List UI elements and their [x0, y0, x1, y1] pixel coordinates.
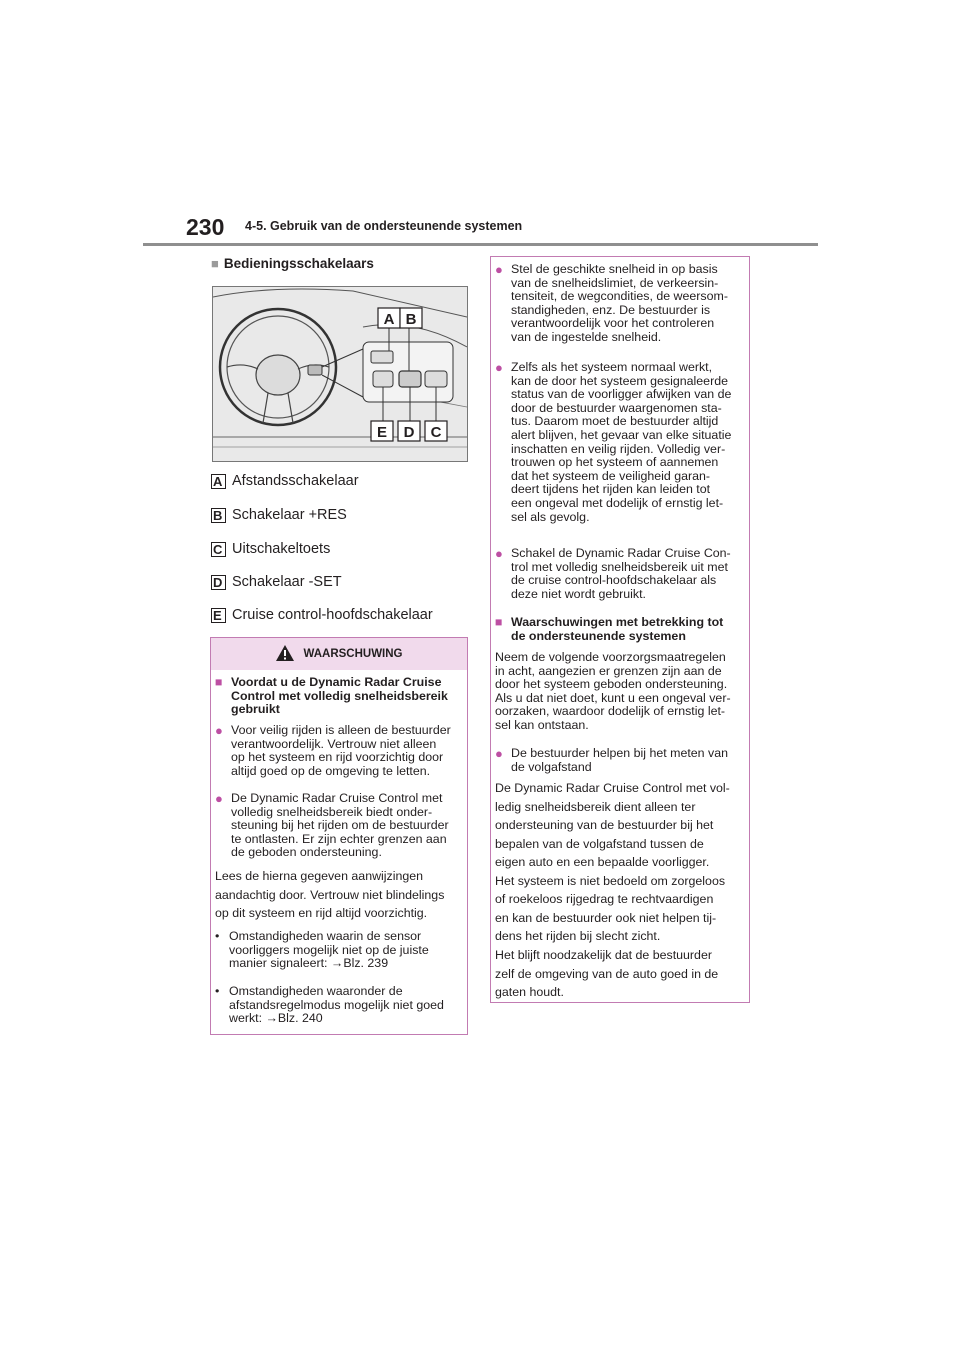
- text-line: bepalen van de volgafstand tussen de: [495, 836, 704, 851]
- legend-row-d: [211, 574, 342, 590]
- text-line: werkt: →Blz. 240: [229, 1011, 323, 1026]
- text-line: de geboden ondersteuning.: [231, 845, 382, 860]
- text-line: door de bestuurder waargenomen sta-: [511, 400, 722, 415]
- text-line: een ongeval met dodelijk of ernstig let-: [511, 495, 724, 510]
- text-line: dat het systeem de veiligheid garan-: [511, 468, 711, 483]
- right-subheading: [495, 616, 749, 643]
- text-line: ledig snelheidsbereik dient alleen ter: [495, 799, 696, 814]
- right-bullet-1: [495, 263, 749, 345]
- warning-triangle-icon: [275, 644, 295, 665]
- controls-heading: [211, 256, 374, 272]
- text-line: sel als gevolg.: [511, 509, 590, 524]
- warning-header: [211, 638, 467, 670]
- text-line: Lees de hierna gegeven aanwijzingen: [215, 869, 424, 883]
- dash-bullet-icon: •: [215, 929, 220, 943]
- callout-b: B: [405, 311, 417, 328]
- text-line: door het systeem geboden ondersteuning.: [495, 677, 728, 692]
- text-line: op het systeem en rijd voorzichtig door: [231, 750, 444, 765]
- text-line: Waarschuwingen met betrekking tot: [511, 615, 724, 629]
- legend-label-d: Schakelaar -SET: [232, 574, 342, 590]
- text-line: sel kan ontstaan.: [495, 717, 589, 732]
- page-number: 230: [186, 214, 225, 240]
- text-line: Zelfs als het systeem normaal werkt,: [511, 360, 713, 374]
- text-line: standigheden, enz. De bestuurder is: [511, 302, 711, 317]
- callout-a: A: [383, 311, 395, 328]
- text-line: van de snelheidslimiet, de verkeersin-: [511, 275, 719, 290]
- bullet-dot-icon: ●: [215, 791, 223, 806]
- text-line: tensiteit, de wegcondities, de weersom-: [511, 289, 728, 304]
- text-line: de cruise control-hoofdschakelaar als: [511, 573, 717, 588]
- text-line: Het systeem is niet bedoeld om zorgeloos: [495, 873, 726, 888]
- text-line: tus. Daarom moet de bestuurder altijd: [511, 414, 719, 429]
- square-bullet-icon: ■: [211, 256, 219, 271]
- text-line: in acht, aangezien er grenzen zijn aan de: [495, 663, 722, 678]
- square-bullet-icon: ■: [495, 615, 503, 629]
- legend-key-e: E: [211, 608, 226, 623]
- text-line: status van de voorligger afwijken van de: [511, 387, 732, 402]
- warning-bullet-1: [215, 724, 467, 778]
- bullet-dot-icon: ●: [215, 723, 223, 738]
- text-line: manier signaleert: →Blz. 239: [229, 956, 389, 971]
- square-bullet-icon: ■: [215, 675, 223, 689]
- warning-box: [210, 637, 468, 1035]
- text-line: deze niet wordt gebruikt.: [511, 586, 646, 601]
- legend-key-b: B: [211, 508, 226, 523]
- warning-subheading: [215, 676, 465, 717]
- steering-wheel-illustration: [213, 287, 467, 461]
- text-line: Stel de geschikte snelheid in op basis: [511, 262, 718, 276]
- right-paragraph-1: [495, 651, 749, 733]
- steering-wheel-figure: [212, 286, 468, 462]
- text-line: op dit systeem en rijd altijd voorzichtig.: [215, 906, 428, 920]
- legend-key-a: A: [211, 474, 226, 489]
- section-title: 4-5. Gebruik van de ondersteunende systemen: [245, 219, 523, 233]
- legend-row-a: [211, 473, 359, 489]
- right-bullet-3: [495, 547, 749, 601]
- text-line: Als u dat niet doet, kunt u een ongeval ver-: [495, 690, 731, 705]
- text-line: trouwen op het systeem of aannemen: [511, 455, 719, 470]
- text-line: De Dynamic Radar Cruise Control met: [231, 791, 443, 805]
- text-line: volledig snelheidsbereik biedt onder-: [231, 804, 433, 819]
- text-line: dens het rijden bij slecht zicht.: [495, 929, 661, 943]
- legend-label-c: Uitschakeltoets: [232, 541, 331, 557]
- callout-d: D: [403, 424, 415, 441]
- legend-label-b: Schakelaar +RES: [232, 507, 347, 523]
- controls-heading-text: Bedieningsschakelaars: [223, 256, 374, 271]
- text-line: of roekeloos rijgedrag te rechtvaardigen: [495, 892, 714, 906]
- text-line: oorzaken, waardoor dodelijk of ernstig let-: [495, 704, 726, 719]
- legend-row-c: [211, 541, 330, 557]
- callout-e: E: [376, 424, 388, 441]
- text-line: Neem de volgende voorzorgsmaatregelen: [495, 650, 726, 664]
- text-line: Control met volledig snelheidsbereik: [231, 688, 448, 703]
- text-line: en kan de bestuurder ook niet helpen tij-: [495, 910, 717, 925]
- warning-dash-item-2: [215, 985, 467, 1026]
- text-line: gaten houdt.: [495, 985, 564, 999]
- right-bullet-4: [495, 747, 749, 774]
- text-line: altijd goed op de omgeving te letten.: [231, 763, 431, 778]
- right-paragraph-2: [495, 779, 749, 946]
- warning-continuation-box: [490, 256, 750, 1003]
- text-line: deert tijdens het rijden kan leiden tot: [511, 482, 711, 497]
- text-line: van de ingestelde snelheid.: [511, 329, 662, 344]
- text-line: steuning bij het rijden om de bestuurder: [231, 818, 449, 833]
- legend-row-e: [211, 607, 433, 623]
- text-line: trol met volledig snelheidsbereik uit met: [511, 559, 728, 574]
- text-line: De bestuurder helpen bij het meten van: [511, 746, 728, 760]
- text-line: Omstandigheden waarin de sensor: [229, 929, 422, 943]
- text-line: De Dynamic Radar Cruise Control met vol-: [495, 781, 730, 795]
- legend-label-e: Cruise control-hoofdschakelaar: [232, 607, 433, 623]
- text-line: te ontlasten. Er zijn echter grenzen aan: [231, 831, 447, 846]
- text-line: inschatten en veilig rijden. Volledig ver-: [511, 441, 726, 456]
- warning-paragraph: [215, 867, 467, 923]
- text-line: Omstandigheden waaronder de: [229, 984, 403, 998]
- text-line: gebruikt: [231, 702, 280, 717]
- header-rule: [143, 243, 818, 246]
- bullet-dot-icon: ●: [495, 546, 503, 561]
- legend-key-d: D: [211, 575, 226, 590]
- text-line: kan de door het systeem gesignaleerde: [511, 373, 728, 388]
- text-line: de volgafstand: [511, 759, 592, 774]
- text-line: Voor veilig rijden is alleen de bestuurder: [231, 723, 451, 737]
- warning-dash-item-1: [215, 930, 467, 971]
- text-line: zelf de omgeving van de auto goed in de: [495, 966, 719, 981]
- callout-c: C: [430, 424, 442, 441]
- bullet-dot-icon: ●: [495, 360, 503, 375]
- text-line: aandachtig door. Vertrouw niet blindelings: [215, 887, 445, 902]
- text-line: ondersteuning van de bestuurder bij het: [495, 818, 714, 832]
- text-line: alert blijven, het gevaar van elke situatie: [511, 427, 732, 442]
- legend-label-a: Afstandsschakelaar: [232, 473, 359, 489]
- text-line: eigen auto en een bepaalde voorligger.: [495, 855, 710, 869]
- text-line: Schakel de Dynamic Radar Cruise Con-: [511, 546, 731, 560]
- right-bullet-2: [495, 361, 749, 524]
- legend-row-b: [211, 507, 347, 523]
- warning-title: WAARSCHUWING: [303, 648, 403, 660]
- text-line: Het blijft noodzakelijk dat de bestuurder: [495, 948, 712, 962]
- text-line: verantwoordelijk voor het controleren: [511, 316, 715, 331]
- warning-bullet-2: [215, 792, 467, 860]
- text-line: de ondersteunende systemen: [511, 628, 686, 643]
- bullet-dot-icon: ●: [495, 262, 503, 277]
- text-line: verantwoordelijk. Vertrouw niet alleen: [231, 736, 437, 751]
- right-paragraph-3: [495, 946, 749, 1002]
- bullet-dot-icon: ●: [495, 746, 503, 761]
- text-line: afstandsregelmodus mogelijk niet goed: [229, 997, 444, 1012]
- legend-key-c: C: [211, 542, 226, 557]
- text-line: Voordat u de Dynamic Radar Cruise: [231, 675, 442, 689]
- dash-bullet-icon: •: [215, 984, 220, 998]
- text-line: voorliggers mogelijk niet op de juiste: [229, 942, 429, 957]
